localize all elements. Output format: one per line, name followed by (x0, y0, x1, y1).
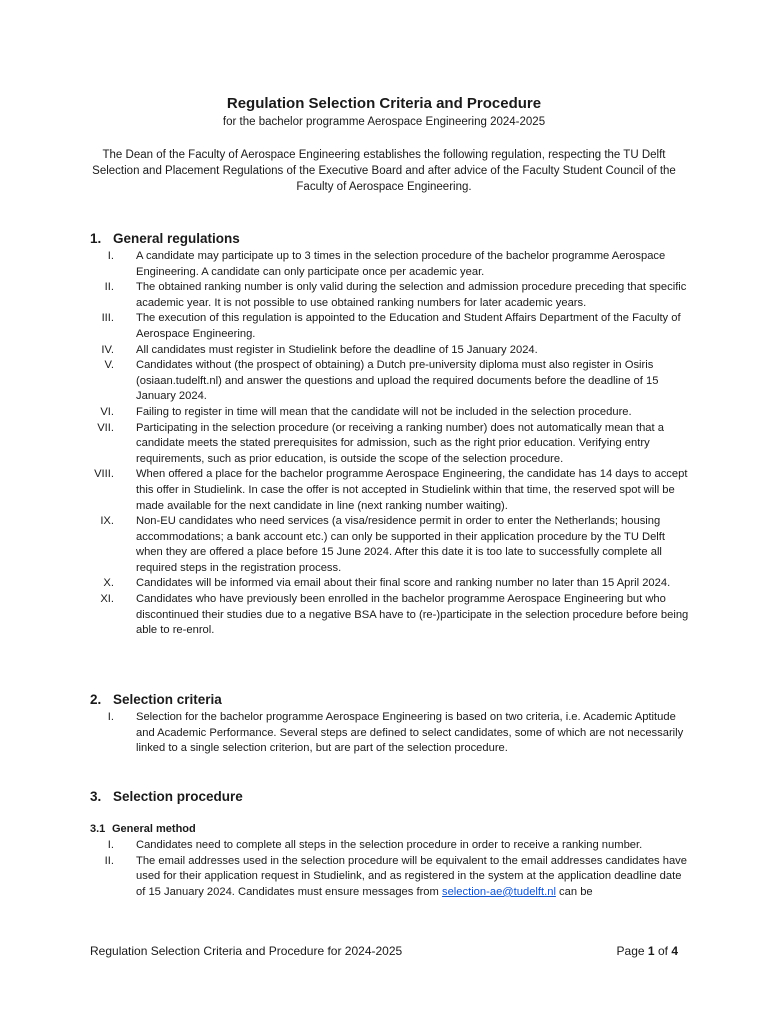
section-title: Selection criteria (113, 692, 222, 707)
item-number: IX. (100, 515, 114, 528)
criteria-list (90, 710, 690, 757)
item-text: All candidates must register in Studielink before the deadline of 15 January 2024. (136, 343, 538, 356)
email-link[interactable]: selection-ae@tudelft.nl (441, 885, 556, 898)
item-text: Candidates without (the prospect of obtaining) a Dutch pre-university diploma must also register in Osiris (osiaan.tudelft.nl) and answer the questions and upload the required documents before the deadline of 15 January 2024. (136, 359, 659, 403)
list-item (90, 838, 690, 854)
section-heading (90, 690, 690, 710)
section-title: General regulations (113, 231, 240, 246)
subsection-title: General method (112, 823, 196, 835)
item-text-continued: can be (555, 885, 593, 898)
item-number: I. (107, 711, 114, 723)
item-text: Candidates will be informed via email about their final score and ranking number no later than 15 April 2024. (136, 577, 671, 590)
item-number: III. (101, 312, 114, 325)
item-number: VIII. (94, 468, 114, 481)
list-item (90, 514, 690, 576)
of-label: of (657, 944, 668, 958)
item-text: Selection for the bachelor programme Aerospace Engineering is based on two criteria, i.e. Academic Aptitude and Academic Performance. Several steps are defined to select candidates, some of which are not necessarily linked to a single selection criterion, but are part of the selection procedure. (136, 711, 684, 755)
total-pages: 4 (671, 944, 678, 958)
item-number: II. (104, 281, 114, 294)
section-number: 3. (90, 789, 102, 804)
list-item (90, 421, 690, 468)
item-number: I. (107, 250, 114, 262)
list-item (90, 854, 690, 901)
section-heading (90, 229, 690, 249)
item-text: Participating in the selection procedure (or receiving a ranking number) does not automatically mean that a candidate meets the stated prerequisites for admission, such as the right prior education. Verifying entry requirements, such as prior education, is outside the scope of the selection procedure. (136, 421, 664, 465)
item-number: V. (104, 359, 114, 372)
list-item (90, 358, 690, 405)
list-item (90, 592, 690, 639)
section-heading (90, 787, 690, 807)
item-number: VI. (100, 405, 114, 418)
list-item (90, 405, 690, 421)
intro-paragraph: The Dean of the Faculty of Aerospace Engineering establishes the following regulation, respecting the TU Delft Selection and Placement Regulations of the Executive Board and after advice of the Faculty Student Council of the Faculty of Aerospace Engineering. (92, 149, 676, 193)
list-item (90, 249, 690, 280)
subsection-number: 3.1 (90, 823, 106, 835)
item-number: II. (104, 854, 114, 867)
footer-title: Regulation Selection Criteria and Procedure for 2024-2025 (90, 944, 403, 958)
list-item (90, 311, 690, 342)
section-number: 1. (90, 231, 102, 246)
section-general-regulations (90, 229, 690, 639)
item-number: X. (103, 577, 114, 590)
page-indicator (617, 944, 678, 958)
section-title: Selection procedure (113, 789, 243, 804)
list-item (90, 280, 690, 311)
item-text: Non-EU candidates who need services (a visa/residence permit in order to enter the Netherlands; housing accommodations; a bank account etc.) can only be supported in their application procedure by the TU Delft when they are offered a place before 15 June 2024. After this date it is too late to successfully complete all required steps in the registration process. (136, 515, 666, 574)
item-text: A candidate may participate up to 3 times in the selection procedure of the bachelor programme Aerospace Engineering. A candidate can only participate once per academic year. (136, 250, 666, 278)
list-item (90, 467, 690, 514)
document-subtitle: for the bachelor programme Aerospace Engineering 2024-2025 (222, 116, 546, 128)
regulations-list (90, 249, 690, 639)
item-number: XI. (100, 593, 114, 606)
item-text: The execution of this regulation is appointed to the Education and Student Affairs Department of the Faculty of Aerospace Engineering. (136, 312, 681, 340)
item-number: IV. (101, 343, 114, 356)
item-text: Candidates need to complete all steps in the selection procedure in order to receive a ranking number. (136, 839, 643, 851)
item-number: I. (107, 839, 114, 851)
item-number: VII. (97, 421, 114, 434)
section-number: 2. (90, 692, 102, 707)
subsection-heading (90, 820, 690, 838)
page-label: Page (616, 944, 645, 958)
item-text: The obtained ranking number is only valid during the selection and admission procedure preceding that specific academic year. It is not possible to use obtained ranking numbers for later academic years. (136, 281, 687, 309)
item-text: When offered a place for the bachelor programme Aerospace Engineering, the candidate has 14 days to accept this offer in Studielink. In case the offer is not accepted in Studielink within that time, the reserved spot will be made available for the next candidate in line (next ranking number waiting). (136, 468, 688, 512)
procedure-list (90, 838, 690, 900)
list-item (90, 576, 690, 592)
section-selection-procedure (90, 787, 690, 900)
list-item (90, 343, 690, 359)
document-title: Regulation Selection Criteria and Procedure (226, 95, 542, 112)
current-page: 1 (647, 944, 655, 958)
item-text: The email addresses used in the selection procedure will be equivalent to the email addresses candidates have used for their application request in Studielink, and as registered in the system at the application deadline date of 15 January 2024. Candidates must ensure messages from (136, 854, 688, 898)
item-text: Failing to register in time will mean that the candidate will not be included in the selection procedure. (136, 405, 632, 418)
item-text: Candidates who have previously been enrolled in the bachelor programme Aerospace Engineering but who discontinued their studies due to a negative BSA have to (re-)participate in the selection procedure before being able to re-enrol. (136, 593, 689, 637)
list-item (90, 710, 690, 757)
section-selection-criteria (90, 690, 690, 757)
